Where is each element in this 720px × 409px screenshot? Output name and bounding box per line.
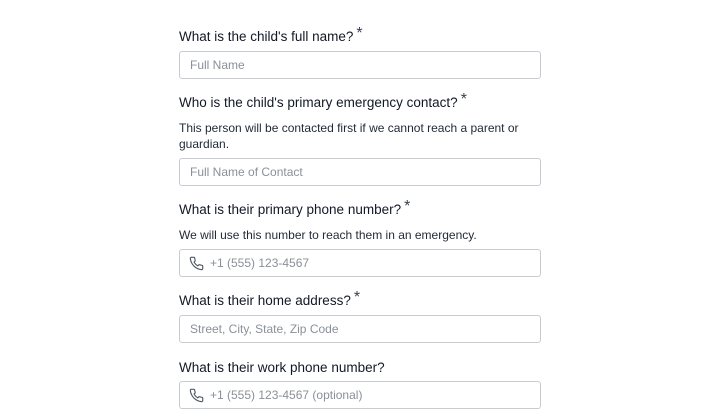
question-label: What is their primary phone number? *: [179, 198, 411, 217]
phone-icon: [188, 255, 204, 271]
input-placeholder: +1 (555) 123-4567 (optional): [210, 388, 363, 402]
child-name-field: [179, 25, 541, 79]
input-placeholder: +1 (555) 123-4567: [210, 256, 310, 270]
work-phone-field: [179, 359, 541, 409]
emergency-contact-field: [179, 91, 541, 186]
input-placeholder: Street, City, State, Zip Code: [190, 322, 339, 336]
primary-phone-field: [179, 198, 541, 277]
help-text: This person will be contacted first if we cannot reach a parent or guardian.: [179, 121, 519, 151]
emergency-contact-name-input[interactable]: [179, 158, 541, 186]
child-full-name-input[interactable]: [179, 51, 541, 79]
phone-icon: [188, 387, 204, 403]
input-placeholder: Full Name of Contact: [190, 165, 303, 179]
question-label: Who is the child's primary emergency contact? *: [179, 91, 467, 110]
home-address-input[interactable]: [179, 315, 541, 343]
home-address-field: [179, 289, 541, 343]
question-label: What is their work phone number?: [179, 360, 385, 375]
required-asterisk: *: [404, 198, 411, 215]
input-placeholder: Full Name: [190, 58, 245, 72]
required-asterisk: *: [353, 289, 361, 306]
help-text: We will use this number to reach them in an emergency.: [179, 228, 477, 242]
primary-phone-input[interactable]: [179, 249, 541, 277]
required-asterisk: *: [356, 25, 363, 42]
question-label: What is their home address? *: [179, 289, 361, 308]
required-asterisk: *: [460, 91, 467, 108]
question-label: What is the child's full name? *: [179, 25, 363, 44]
